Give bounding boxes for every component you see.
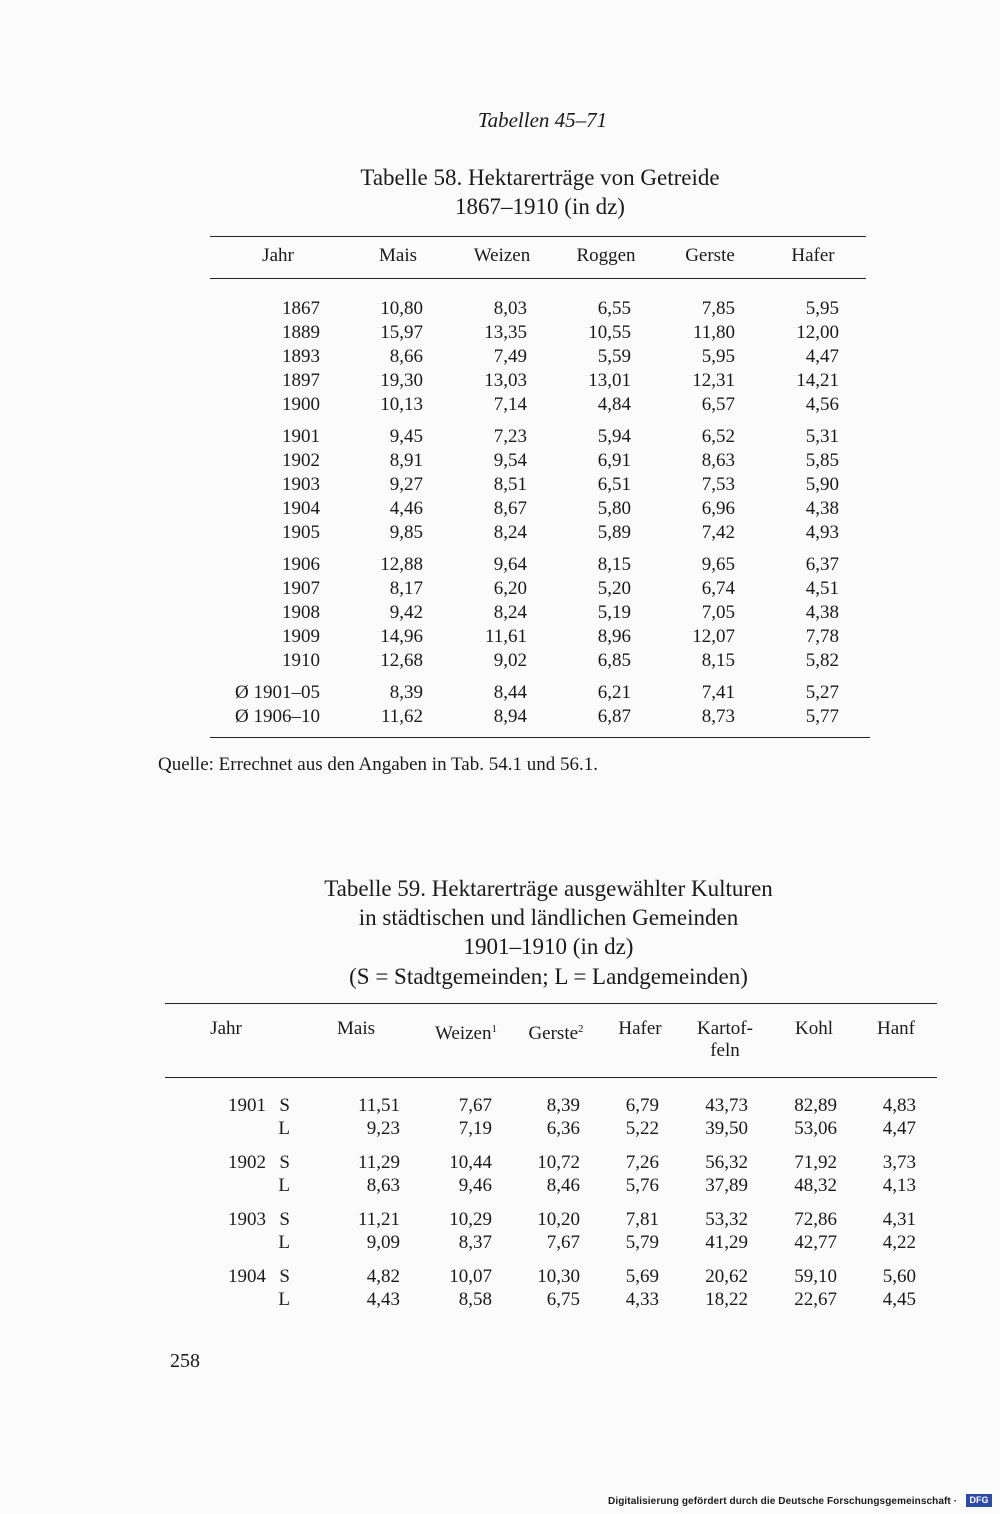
table59-value-cell: 53,06 (794, 1118, 837, 1139)
table59-type-cell: S (279, 1152, 290, 1173)
table58-year-cell: 1910 (282, 650, 320, 671)
table59-col-header-label: Hafer (618, 1018, 662, 1039)
table59-value-cell: 6,36 (546, 1118, 580, 1139)
table58-value-cell: 5,27 (805, 682, 839, 703)
table58-year-cell: 1908 (282, 602, 320, 623)
table59-value-cell: 7,67 (546, 1232, 580, 1253)
table59-col-header-label: Jahr (210, 1018, 242, 1039)
table58-year-cell: 1901 (282, 426, 320, 447)
table58-year-cell: 1906 (282, 554, 320, 575)
table58-col-header: Roggen (576, 245, 636, 266)
table58-year-cell: 1897 (282, 370, 320, 391)
table58-value-cell: 12,88 (380, 554, 423, 575)
table59-value-cell: 59,10 (794, 1266, 837, 1287)
table59-value-cell: 43,73 (705, 1095, 748, 1116)
table58-value-cell: 9,54 (493, 450, 527, 471)
table58-value-cell: 5,95 (805, 298, 839, 319)
table59-type-cell: S (279, 1095, 290, 1116)
table58-value-cell: 13,35 (484, 322, 527, 343)
table59-value-cell: 4,83 (882, 1095, 916, 1116)
table59-type-cell: L (278, 1175, 290, 1196)
table58-value-cell: 12,07 (692, 626, 735, 647)
table58-value-cell: 5,95 (701, 346, 735, 367)
table59-title-line2: in städtischen und ländlichen Gemeinden (358, 905, 739, 930)
table59-value-cell: 4,22 (882, 1232, 916, 1253)
table59-col-header-label: Mais (337, 1018, 375, 1039)
table58-value-cell: 7,53 (701, 474, 735, 495)
digitization-footer: Digitalisierung gefördert durch die Deutsche Forschungsgemeinschaft · (608, 1496, 958, 1507)
table58-value-cell: 8,17 (389, 578, 423, 599)
table59-year-cell: 1902 (228, 1152, 266, 1173)
table58-value-cell: 9,42 (389, 602, 423, 623)
table59-title-line3: 1901–1910 (in dz) (463, 934, 634, 959)
table59-value-cell: 11,21 (357, 1209, 400, 1230)
table58-value-cell: 7,85 (701, 298, 735, 319)
table58-value-cell: 9,02 (493, 650, 527, 671)
table58-value-cell: 5,77 (805, 706, 839, 727)
table58-value-cell: 12,00 (796, 322, 839, 343)
table59-value-cell: 10,29 (449, 1209, 492, 1230)
table58-value-cell: 4,56 (805, 394, 839, 415)
table58-value-cell: 8,94 (493, 706, 527, 727)
table59-value-cell: 18,22 (705, 1289, 748, 1310)
table59-value-cell: 56,32 (705, 1152, 748, 1173)
table58-value-cell: 13,01 (588, 370, 631, 391)
table58-value-cell: 8,39 (389, 682, 423, 703)
table59-value-cell: 9,23 (366, 1118, 400, 1139)
table58-value-cell: 6,21 (597, 682, 631, 703)
table59-col-header (166, 1018, 286, 1040)
table58-value-cell: 10,55 (588, 322, 631, 343)
table59-value-cell: 10,72 (537, 1152, 580, 1173)
table58-year-cell: 1900 (282, 394, 320, 415)
table59-year-cell: 1903 (228, 1209, 266, 1230)
table59-value-cell: 6,75 (546, 1289, 580, 1310)
table58-value-cell: 8,15 (597, 554, 631, 575)
table58-value-cell: 5,90 (805, 474, 839, 495)
table58-value-cell: 8,91 (389, 450, 423, 471)
table58-value-cell: 8,44 (493, 682, 527, 703)
table59-year-cell: 1904 (228, 1266, 266, 1287)
table59-value-cell: 5,79 (625, 1232, 659, 1253)
table58-value-cell: 8,73 (701, 706, 735, 727)
table59-value-cell: 4,47 (882, 1118, 916, 1139)
table59-value-cell: 8,63 (366, 1175, 400, 1196)
table59-value-cell: 10,20 (537, 1209, 580, 1230)
table59-type-cell: L (278, 1232, 290, 1253)
table58-value-cell: 4,51 (805, 578, 839, 599)
table58-value-cell: 7,14 (493, 394, 527, 415)
table58-year-cell: 1902 (282, 450, 320, 471)
table58-value-cell: 4,46 (389, 498, 423, 519)
table58-top-rule (210, 236, 866, 237)
table58-value-cell: 7,05 (701, 602, 735, 623)
table59-value-cell: 41,29 (705, 1232, 748, 1253)
table59-value-cell: 5,60 (882, 1266, 916, 1287)
table59-value-cell: 72,86 (794, 1209, 837, 1230)
table58-value-cell: 5,85 (805, 450, 839, 471)
dfg-logo: DFG (966, 1494, 992, 1507)
footnote-marker: 2 (578, 1023, 584, 1035)
table59-type-cell: S (279, 1266, 290, 1287)
table58-value-cell: 10,13 (380, 394, 423, 415)
table58-value-cell: 10,80 (380, 298, 423, 319)
table58-value-cell: 4,38 (805, 498, 839, 519)
table58-year-cell: Ø 1906–10 (235, 706, 320, 727)
table59-value-cell: 82,89 (794, 1095, 837, 1116)
table58-value-cell: 8,67 (493, 498, 527, 519)
table59-subtitle: (S = Stadtgemeinden; L = Landgemeinden) (349, 964, 748, 989)
table59-value-cell: 5,76 (625, 1175, 659, 1196)
table59-value-cell: 53,32 (705, 1209, 748, 1230)
table59-value-cell: 9,09 (366, 1232, 400, 1253)
table58-col-header: Weizen (473, 245, 531, 266)
table58-year-cell: 1904 (282, 498, 320, 519)
running-head: Tabellen 45–71 (477, 108, 608, 132)
table59-value-cell: 8,39 (546, 1095, 580, 1116)
table59-value-cell: 10,30 (537, 1266, 580, 1287)
table59-value-cell: 71,92 (794, 1152, 837, 1173)
table58-value-cell: 13,03 (484, 370, 527, 391)
table59-value-cell: 11,51 (357, 1095, 400, 1116)
table59-value-cell: 5,22 (625, 1118, 659, 1139)
table59-title-line1: Tabelle 59. Hektarerträge ausgewählter Kulturen (324, 876, 773, 901)
table58-title-line2: 1867–1910 (in dz) (455, 194, 625, 219)
table58-year-cell: 1893 (282, 346, 320, 367)
table58-value-cell: 11,80 (692, 322, 735, 343)
table58-value-cell: 5,94 (597, 426, 631, 447)
table58-value-cell: 6,57 (701, 394, 735, 415)
table58-value-cell: 8,96 (597, 626, 631, 647)
table58-bottom-rule (210, 737, 870, 738)
table59-value-cell: 5,69 (625, 1266, 659, 1287)
table59-col-header (836, 1018, 956, 1040)
table58-value-cell: 19,30 (380, 370, 423, 391)
table58-value-cell: 14,21 (796, 370, 839, 391)
table59-value-cell: 8,37 (458, 1232, 492, 1253)
table58-value-cell: 8,66 (389, 346, 423, 367)
table59-value-cell: 48,32 (794, 1175, 837, 1196)
table58-value-cell: 5,19 (597, 602, 631, 623)
table58-value-cell: 12,31 (692, 370, 735, 391)
table59-type-cell: L (278, 1289, 290, 1310)
table58-value-cell: 9,65 (701, 554, 735, 575)
table58-value-cell: 8,24 (493, 522, 527, 543)
table58-value-cell: 11,62 (380, 706, 423, 727)
table59-value-cell: 10,07 (449, 1266, 492, 1287)
table59-col-header-label: Gerste (528, 1023, 579, 1044)
table59-col-header-label: Kohl (795, 1018, 833, 1039)
table58-header-rule (210, 278, 866, 279)
table58-value-cell: 4,93 (805, 522, 839, 543)
table59-value-cell: 20,62 (705, 1266, 748, 1287)
table59-value-cell: 4,13 (882, 1175, 916, 1196)
table58-value-cell: 6,51 (597, 474, 631, 495)
table58-value-cell: 8,15 (701, 650, 735, 671)
table58-value-cell: 9,85 (389, 522, 423, 543)
table58-value-cell: 5,80 (597, 498, 631, 519)
table59-value-cell: 11,29 (357, 1152, 400, 1173)
table59-value-cell: 10,44 (449, 1152, 492, 1173)
table59-value-cell: 9,46 (458, 1175, 492, 1196)
table59-title (0, 874, 1000, 961)
table58-year-cell: 1907 (282, 578, 320, 599)
table59-value-cell: 7,19 (458, 1118, 492, 1139)
table58-value-cell: 9,64 (493, 554, 527, 575)
table58-value-cell: 14,96 (380, 626, 423, 647)
table58-col-header: Gerste (685, 245, 735, 266)
table58-year-cell: 1867 (282, 298, 320, 319)
table59-col-header-label: Hanf (877, 1018, 915, 1039)
table59-col-header-label: Weizen (435, 1023, 492, 1044)
table59-value-cell: 4,33 (625, 1289, 659, 1310)
table59-value-cell: 22,67 (794, 1289, 837, 1310)
table58-title (0, 163, 1000, 221)
table58-col-header: Jahr (262, 245, 294, 266)
table58-value-cell: 5,89 (597, 522, 631, 543)
table58-value-cell: 6,37 (805, 554, 839, 575)
table58-year-cell: 1909 (282, 626, 320, 647)
table58-value-cell: 5,31 (805, 426, 839, 447)
table58-value-cell: 6,85 (597, 650, 631, 671)
table58-year-cell: 1889 (282, 322, 320, 343)
table58-source-note: Quelle: Errechnet aus den Angaben in Tab. 54.1 und 56.1. (158, 754, 598, 775)
table58-value-cell: 4,47 (805, 346, 839, 367)
table59-value-cell: 8,58 (458, 1289, 492, 1310)
table59-value-cell: 4,45 (882, 1289, 916, 1310)
table58-year-cell: 1903 (282, 474, 320, 495)
table58-value-cell: 12,68 (380, 650, 423, 671)
table59-value-cell: 4,31 (882, 1209, 916, 1230)
table59-value-cell: 37,89 (705, 1175, 748, 1196)
table58-value-cell: 6,87 (597, 706, 631, 727)
table58-value-cell: 11,61 (484, 626, 527, 647)
table58-value-cell: 8,63 (701, 450, 735, 471)
table58-value-cell: 6,74 (701, 578, 735, 599)
table59-value-cell: 7,81 (625, 1209, 659, 1230)
table58-year-cell: Ø 1901–05 (235, 682, 320, 703)
table59-top-rule (165, 1003, 937, 1004)
table59-value-cell: 7,26 (625, 1152, 659, 1173)
table58-value-cell: 5,59 (597, 346, 631, 367)
table58-value-cell: 6,91 (597, 450, 631, 471)
table59-value-cell: 6,79 (625, 1095, 659, 1116)
table59-col-header-label-line2: feln (710, 1040, 740, 1061)
table59-value-cell: 4,43 (366, 1289, 400, 1310)
table59-value-cell: 4,82 (366, 1266, 400, 1287)
table58-value-cell: 6,96 (701, 498, 735, 519)
table58-value-cell: 6,52 (701, 426, 735, 447)
table59-value-cell: 42,77 (794, 1232, 837, 1253)
table58-value-cell: 8,24 (493, 602, 527, 623)
table58-value-cell: 9,45 (389, 426, 423, 447)
table59-value-cell: 3,73 (882, 1152, 916, 1173)
table58-value-cell: 7,42 (701, 522, 735, 543)
table58-value-cell: 9,27 (389, 474, 423, 495)
page-number: 258 (170, 1350, 200, 1372)
table59-value-cell: 39,50 (705, 1118, 748, 1139)
table58-value-cell: 4,84 (597, 394, 631, 415)
table58-value-cell: 7,41 (701, 682, 735, 703)
table58-value-cell: 8,03 (493, 298, 527, 319)
table58-col-header: Mais (379, 245, 417, 266)
table58-value-cell: 7,78 (805, 626, 839, 647)
table59-value-cell: 8,46 (546, 1175, 580, 1196)
table59-value-cell: 7,67 (458, 1095, 492, 1116)
table59-year-cell: 1901 (228, 1095, 266, 1116)
table58-year-cell: 1905 (282, 522, 320, 543)
table59-col-header (296, 1018, 416, 1040)
table58-value-cell: 8,51 (493, 474, 527, 495)
table59-col-header-label: Kartof- (697, 1018, 753, 1039)
table58-value-cell: 5,82 (805, 650, 839, 671)
table58-value-cell: 7,49 (493, 346, 527, 367)
table58-value-cell: 5,20 (597, 578, 631, 599)
table58-col-header: Hafer (791, 245, 835, 266)
table59-type-cell: L (278, 1118, 290, 1139)
table58-title-line1: Tabelle 58. Hektarerträge von Getreide (360, 165, 720, 190)
table58-value-cell: 4,38 (805, 602, 839, 623)
table59-header-rule (165, 1077, 937, 1078)
table58-value-cell: 15,97 (380, 322, 423, 343)
table58-value-cell: 6,55 (597, 298, 631, 319)
table58-value-cell: 6,20 (493, 578, 527, 599)
table59-type-cell: S (279, 1209, 290, 1230)
table58-value-cell: 7,23 (493, 426, 527, 447)
footnote-marker: 1 (491, 1023, 497, 1035)
